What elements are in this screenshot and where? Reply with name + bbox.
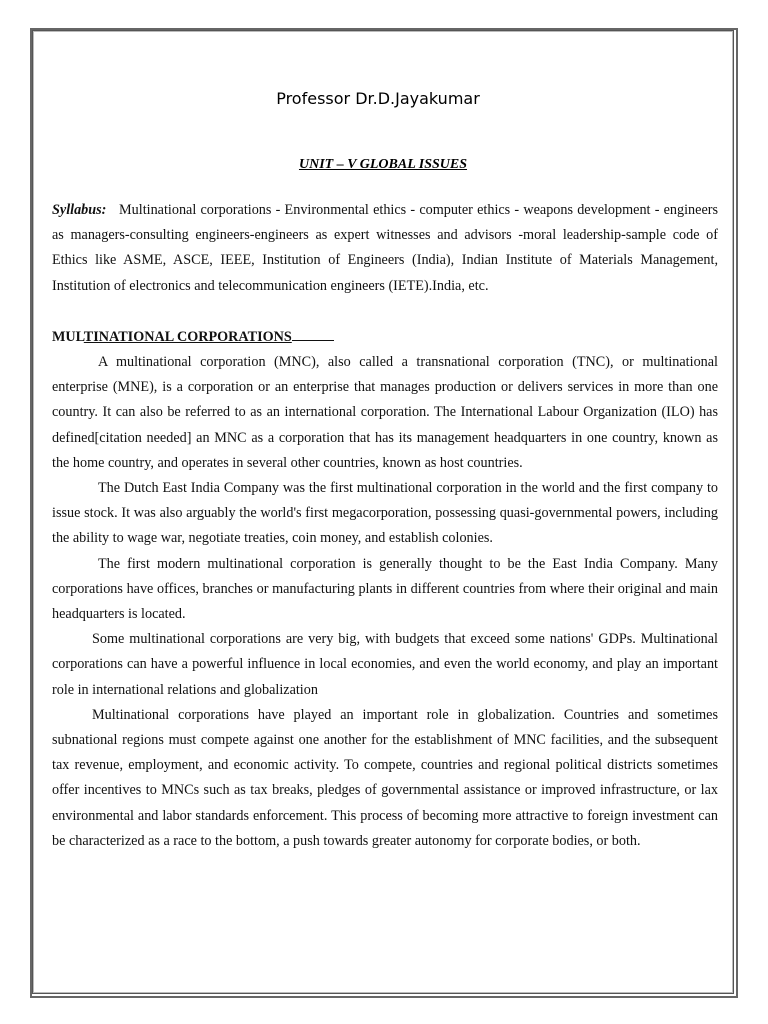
unit-title: UNIT – V GLOBAL ISSUES <box>298 157 468 172</box>
paragraph-mnc-size: Some multinational corporations are very big, with budgets that exceed some nations' GDPs. Multinational corporations can have a powerful influence in local economies, and even the world economy, and play an important role in international relations and globalization <box>52 631 718 698</box>
heading-underline-tail <box>292 328 334 341</box>
syllabus-paragraph <box>52 198 718 299</box>
paragraph-mnc-definition: A multinational corporation (MNC), also called a transnational corporation (TNC), or multinational enterprise (MNE), is a corporation or an enterprise that manages production or delivers services in more than one country. It can also be referred to as an international corporation. The International Labour Organization (ILO) has defined[citation needed] an MNC as a corporation that has its management headquarters in one country, known as the home country, and operates in several other countries, known as host countries. <box>52 354 718 471</box>
syllabus-label: Syllabus: <box>52 202 107 218</box>
syllabus-text: Multinational corporations - Environmental ethics - computer ethics - weapons development - engineers as managers-consulting engineers-engineers as expert witnesses and advisors -moral leadership-sample code of Ethics like ASME, ASCE, IEEE, Institution of Engineers (India), Indian Institute of Materials Management, Institution of electronics and telecommunication engineers (IETE).India, etc. <box>52 202 718 294</box>
paragraph-dutch-east-india: The Dutch East India Company was the first multinational corporation in the world and the first company to issue stock. It was also arguably the world's first megacorporation, possessing quasi-governmental powers, including the ability to wage war, negotiate treaties, coin money, and establish colonies. <box>52 480 718 547</box>
author-name: Professor Dr.D.Jayakumar <box>276 89 480 108</box>
document-body <box>52 198 718 854</box>
paragraph-globalization: Multinational corporations have played an important role in globalization. Countries and sometimes subnational regions must compete against one another for the establishment of MNC facilities, and the subsequent tax revenue, employment, and economic activity. To compete, countries and regional political districts sometimes offer incentives to MNCs such as tax breaks, pledges of governmental assistance or improved infrastructure, or lax environmental and labor standards enforcement. This process of becoming more attractive to foreign investment can be characterized as a race to the bottom, a push towards greater autonomy for corporate bodies, or both. <box>52 706 718 849</box>
section-heading <box>52 325 718 350</box>
paragraph-first-modern-mnc: The first modern multinational corporation is generally thought to be the East India Company. Many corporations have offices, branches or manufacturing plants in different countries from where their original and main headquarters is located. <box>52 555 718 623</box>
section-heading-rest: TINATIONAL CORPORATIONS <box>83 328 292 345</box>
section-heading-prefix: MUL <box>52 328 84 345</box>
